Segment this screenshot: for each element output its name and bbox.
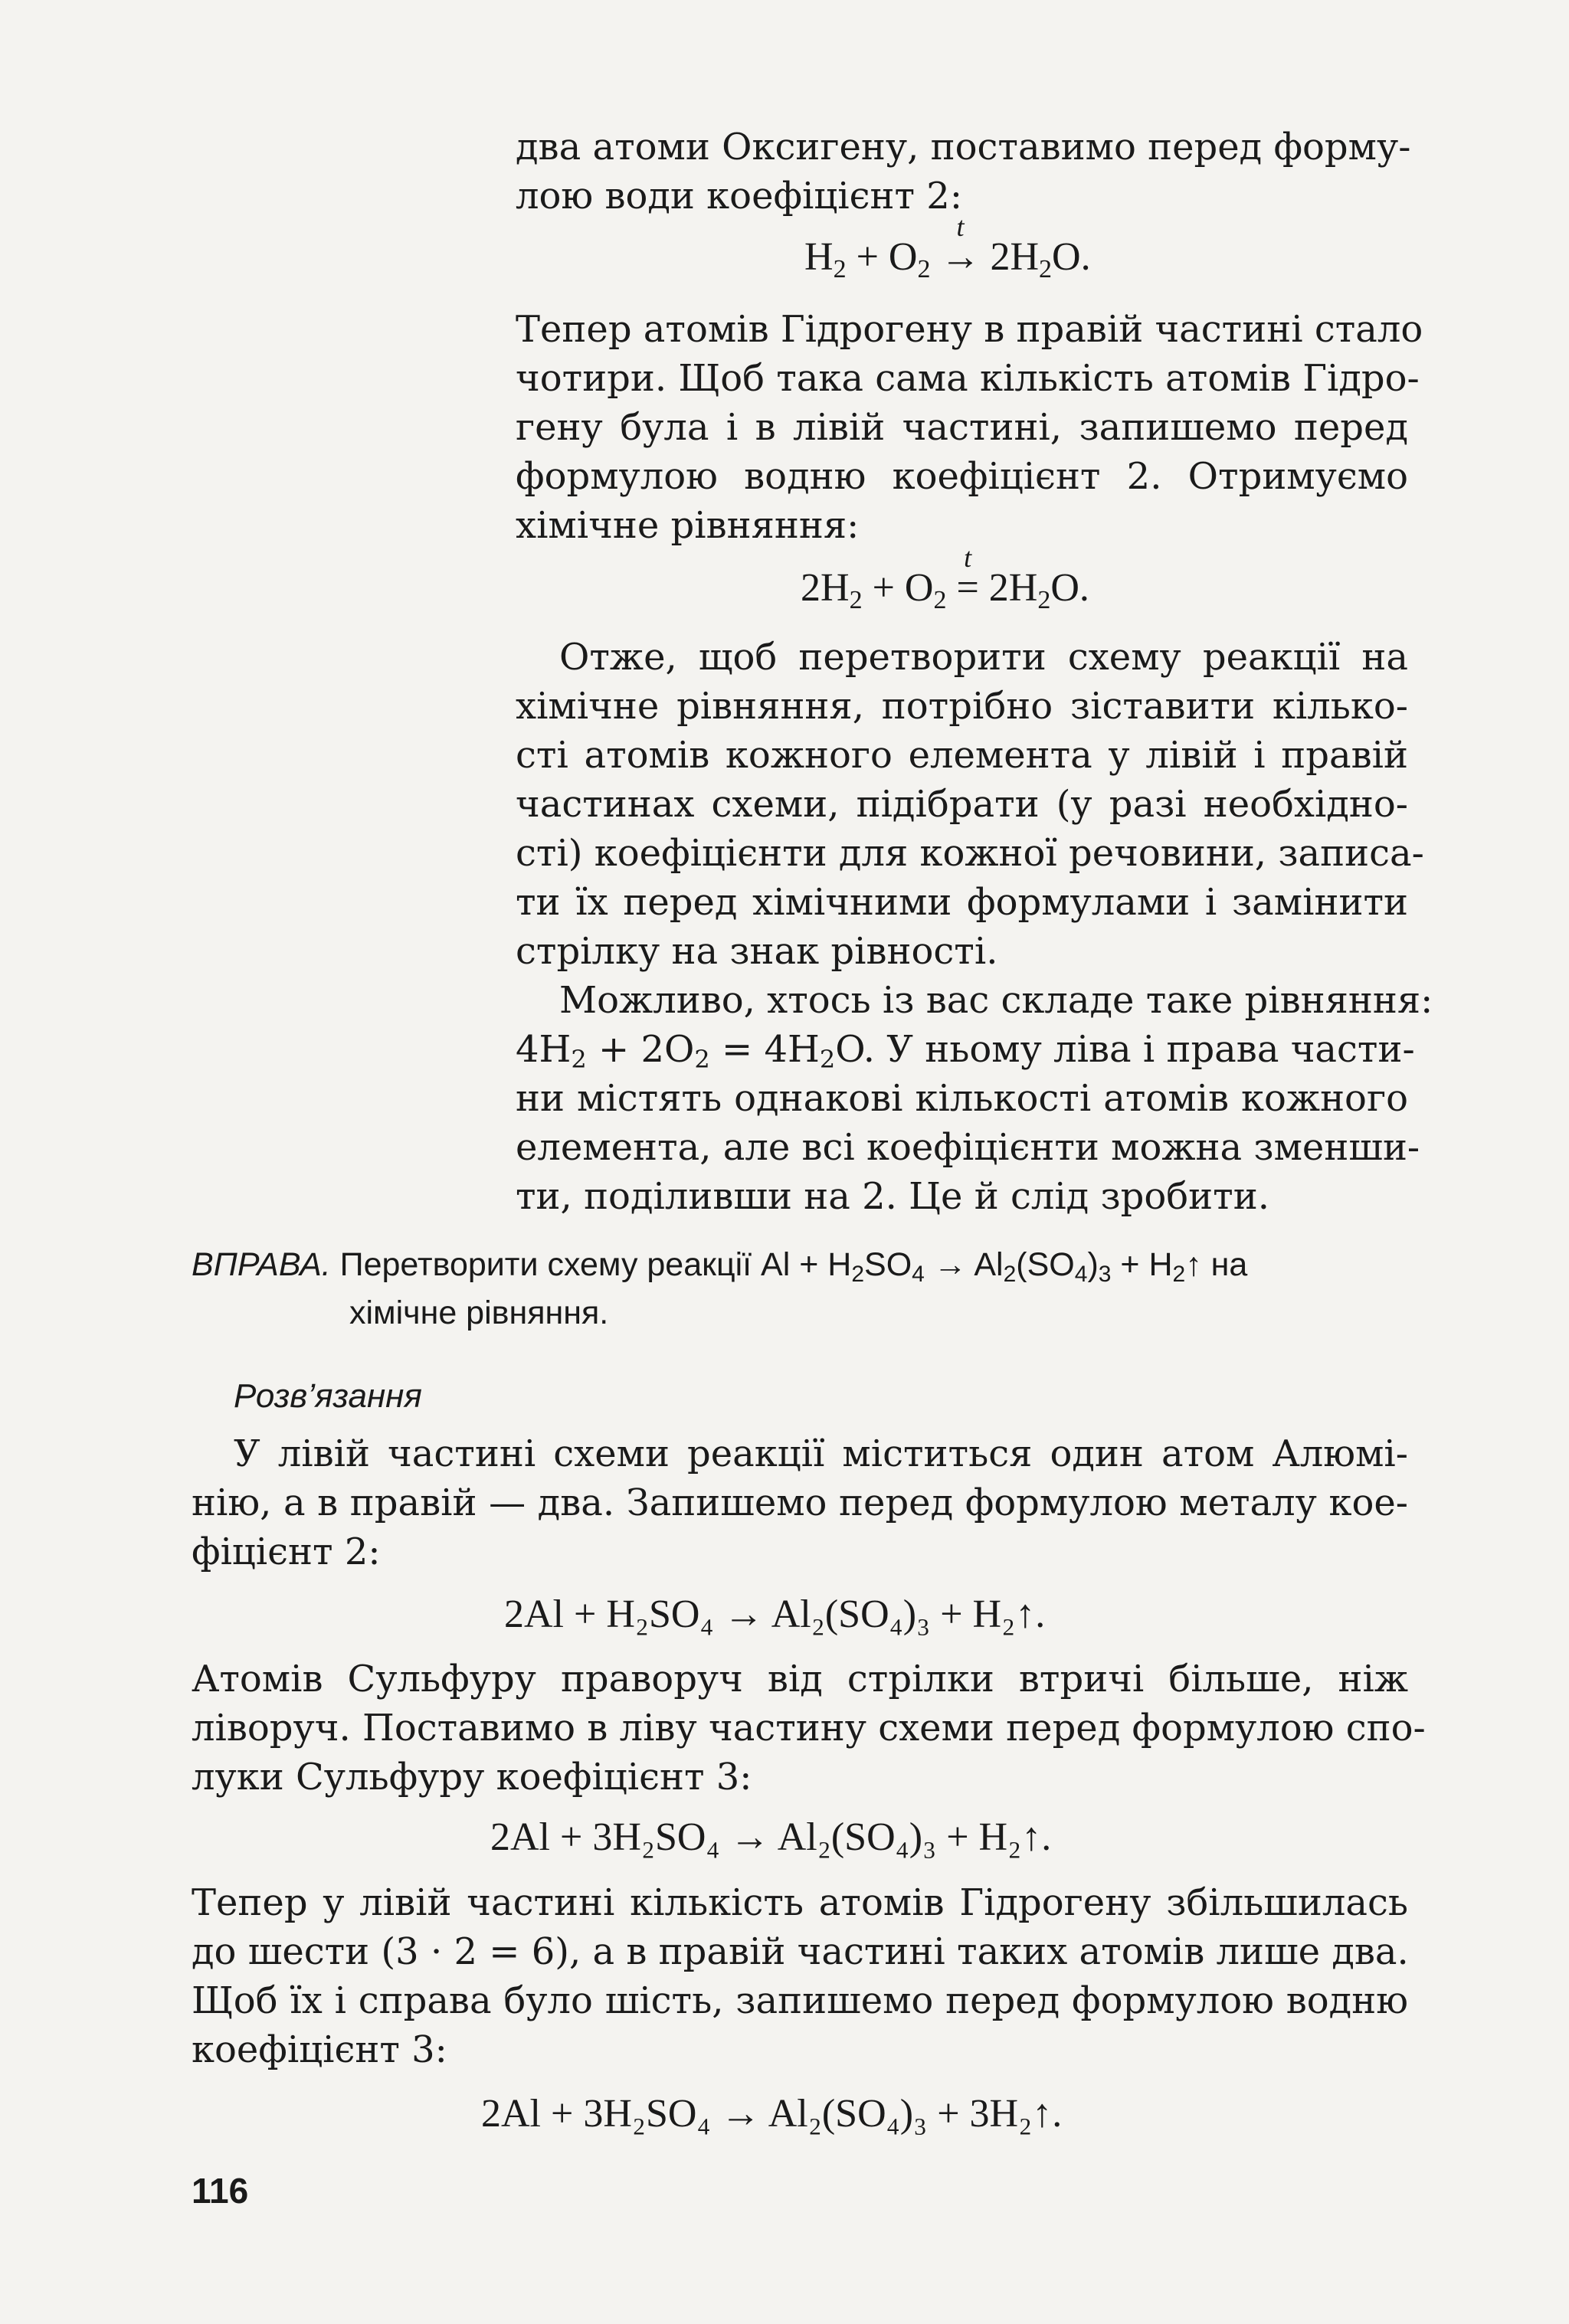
text-line: У лівій частині схеми реакції міститься один атом Алюмі- bbox=[234, 1432, 1408, 1475]
text-line: нію, а в правій — два. Запишемо перед формулою металу кое- bbox=[192, 1481, 1408, 1524]
text-line: коефіцієнт 3: bbox=[192, 2028, 447, 2071]
text-line: ти, поділивши на 2. Це й слід зробити. bbox=[516, 1175, 1269, 1218]
text-line: луки Сульфуру коефіцієнт 3: bbox=[192, 1756, 752, 1799]
text-line: стрілку на знак рівності. bbox=[516, 930, 998, 973]
text-line: хімічне рівняння, потрібно зіставити кілько- bbox=[516, 685, 1408, 728]
text-line: формулою водню коефіцієнт 2. Отримуємо bbox=[516, 455, 1408, 498]
text-line: Тепер у лівій частині кількість атомів Гідрогену збільшилась bbox=[192, 1881, 1408, 1924]
equation-5: 2Al + 3H₂SO₄ → Al₂(SO₄)₃ + 3H₂↑. bbox=[481, 2092, 1063, 2136]
text-line: сті) коефіцієнти для кожної речовини, записа- bbox=[516, 832, 1424, 875]
text-line: Можливо, хтось із вас складе таке рівняння: bbox=[559, 979, 1433, 1022]
text-line: гену була і в лівій частині, запишемо перед bbox=[516, 406, 1408, 449]
page-number: 116 bbox=[192, 2171, 249, 2211]
text-line: ти їх перед хімічними формулами і замінити bbox=[516, 881, 1408, 924]
text-line: до шести (3 · 2 = 6), а в правій частині таких атомів лише два. bbox=[192, 1930, 1409, 1973]
text-line: сті атомів кожного елемента у лівій і правій bbox=[516, 734, 1408, 777]
text-line: Тепер атомів Гідрогену в правій частині стало bbox=[516, 308, 1423, 351]
text-line: Щоб їх і справа було шість, запишемо перед формулою водню bbox=[192, 1979, 1408, 2022]
equation-3: 2Al + H₂SO₄ → Al₂(SO₄)₃ + H₂↑. bbox=[504, 1592, 1046, 1636]
equation-4: 2Al + 3H₂SO₄ → Al₂(SO₄)₃ + H₂↑. bbox=[490, 1815, 1052, 1859]
text-line: частинах схеми, підібрати (у разі необхідно- bbox=[516, 783, 1408, 826]
text-line: два атоми Оксигену, поставимо перед форму- bbox=[516, 126, 1411, 169]
exercise-line-2: хімічне рівняння. bbox=[349, 1295, 609, 1331]
text-line: Атомів Сульфуру праворуч від стрілки втричі більше, ніж bbox=[192, 1658, 1408, 1700]
equation-1: $H_2 + O_2$ → t $2H_2O$. bbox=[804, 211, 1091, 283]
text-line: фіцієнт 2: bbox=[192, 1530, 381, 1573]
text-line: ліворуч. Поставимо в ліву частину схеми перед формулою спо- bbox=[192, 1707, 1426, 1750]
text-line-with-formula: $4H_2 + 2O_2 = 4H_2O$. У ньому ліва і права части- bbox=[516, 1028, 1415, 1074]
text-line: лою води коефіцієнт 2: bbox=[516, 175, 963, 218]
text-line: елемента, але всі коефіцієнти можна зменши- bbox=[516, 1126, 1420, 1169]
text-line: ни містять однакові кількості атомів кожного bbox=[516, 1077, 1408, 1120]
equation-2: $2H_2 + O_2$ = t $2H_2O$. bbox=[801, 542, 1089, 614]
text-line: чотири. Щоб така сама кількість атомів Гідро- bbox=[516, 357, 1420, 400]
text-line: Отже, щоб перетворити схему реакції на bbox=[559, 636, 1408, 679]
exercise-heading: ВПРАВА. Перетворити схему реакції $Al + H_2SO_4 \to Al_2(SO_4)_3$ + $H_2↑$ на bbox=[192, 1246, 1248, 1287]
text-line: хімічне рівняння: bbox=[516, 504, 860, 547]
exercise-label: ВПРАВА. bbox=[192, 1246, 331, 1283]
solution-heading: Розв’язання bbox=[234, 1377, 422, 1415]
